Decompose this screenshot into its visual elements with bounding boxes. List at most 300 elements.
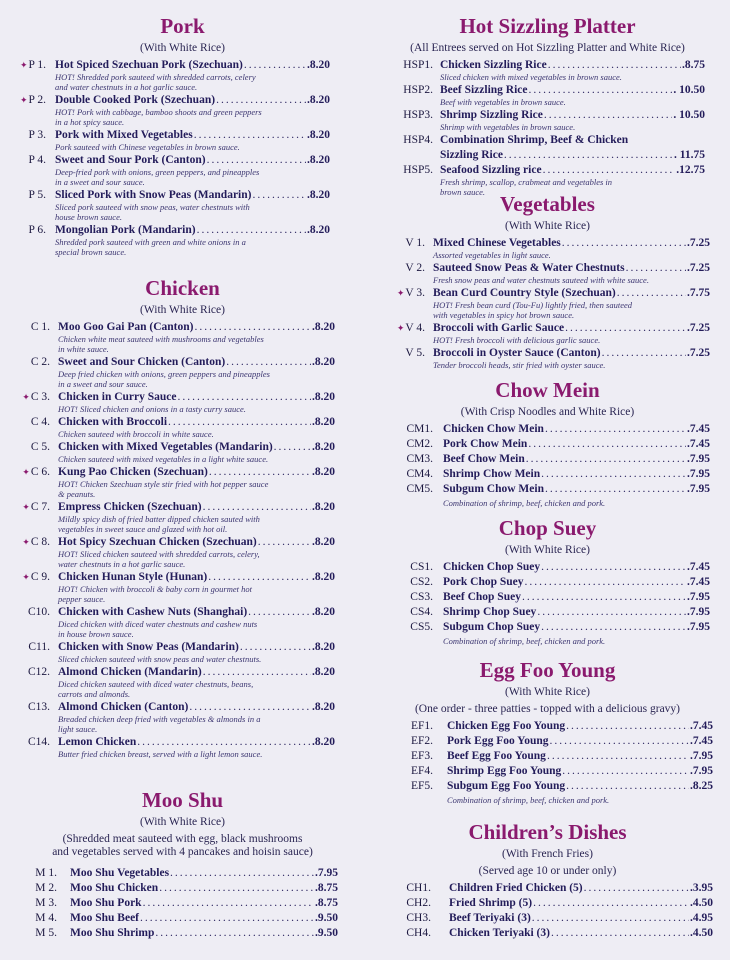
item-code [0, 867, 57, 880]
item-line [447, 780, 713, 793]
dot-leader [140, 912, 314, 925]
item-line [443, 621, 710, 634]
item-line [58, 416, 335, 429]
section-title: Chicken [145, 276, 220, 300]
item-code [0, 606, 50, 619]
section-title: Pork [160, 14, 205, 38]
item-name: Moo Shu Vegetables [70, 867, 170, 879]
item-line [447, 765, 713, 778]
item-code [0, 466, 50, 479]
item-line [58, 571, 335, 584]
menu-item[interactable] [0, 94, 365, 127]
item-code [365, 591, 433, 604]
menu-item[interactable] [0, 606, 365, 639]
item-name: Chicken Sizzling Rice [440, 59, 547, 71]
dot-leader [208, 571, 311, 584]
item-description: Mildly spicy dish of fried batter dipped chicken sauted with [58, 514, 260, 524]
item-code [365, 561, 433, 574]
item-description: Breaded chicken deep fried with vegetables & almonds in a [58, 714, 261, 724]
section-chowmein [365, 378, 730, 508]
item-code-text: V 3. [405, 287, 425, 299]
menu-item[interactable] [365, 59, 730, 82]
item-code [0, 536, 50, 549]
item-price: .9.50 [315, 912, 338, 924]
item-description: in a hot spicy sauce. [55, 117, 125, 127]
menu-item[interactable] [365, 134, 730, 147]
item-name: Broccoli with Garlic Sauce [433, 322, 565, 334]
item-description: special brown sauce. [55, 247, 127, 257]
dot-leader [203, 501, 311, 514]
item-name: Beef Egg Foo Young [447, 750, 546, 762]
dot-leader [203, 666, 311, 679]
item-code-text: C 3. [30, 391, 50, 403]
item-code-text: CM3. [406, 453, 433, 465]
section-title: Moo Shu [141, 788, 224, 812]
item-name: Beef Chow Mein [443, 453, 525, 465]
item-description: Shrimp with vegetables in brown sauce. [440, 122, 576, 132]
item-price: .8.20 [312, 606, 335, 618]
menu-item[interactable] [0, 356, 365, 389]
dot-leader [216, 94, 306, 107]
section-subtitle: (With French Fries) [502, 848, 593, 860]
item-line [440, 109, 705, 122]
item-code [0, 94, 46, 107]
item-code-text: P 1. [28, 59, 46, 71]
item-price: .7.95 [687, 483, 710, 495]
item-name: Mixed Chinese Vegetables [433, 237, 561, 249]
item-code [365, 262, 425, 275]
menu-item[interactable] [0, 912, 365, 925]
menu-item[interactable] [365, 912, 730, 925]
item-name: Sweet and Sour Pork (Canton) [55, 154, 206, 166]
item-price: .8.20 [312, 666, 335, 678]
item-name: Hot Spicy Szechuan Chicken (Szechuan) [58, 536, 257, 548]
item-code [0, 641, 50, 654]
section-title: Vegetables [500, 192, 595, 216]
item-name: Hot Spiced Szechuan Pork (Szechuan) [55, 59, 243, 71]
item-price: .7.45 [687, 561, 710, 573]
item-price: .8.20 [312, 441, 335, 453]
menu-item[interactable] [365, 750, 730, 763]
dot-leader [207, 154, 306, 167]
item-code [365, 423, 433, 436]
item-price: .8.20 [312, 356, 335, 368]
item-code [365, 468, 433, 481]
item-code [0, 701, 50, 714]
item-line [55, 94, 330, 107]
item-code [365, 912, 431, 925]
item-description: with vegetables in spicy hot brown sauce. [433, 310, 575, 320]
item-code [0, 897, 57, 910]
item-code [0, 666, 50, 679]
item-price: .7.95 [690, 765, 713, 777]
item-name: Empress Chicken (Szechuan) [58, 501, 202, 513]
dot-leader [565, 322, 686, 335]
item-price: .7.95 [687, 468, 710, 480]
menu-item[interactable] [365, 606, 730, 619]
item-line [443, 561, 710, 574]
item-name: Subgum Egg Foo Young [447, 780, 566, 792]
dot-leader [541, 561, 686, 574]
item-name: Shrimp Chow Mein [443, 468, 541, 480]
menu-item[interactable] [365, 84, 730, 107]
item-price: .7.95 [687, 621, 710, 633]
section-note: (Served age 10 or under only) [478, 865, 617, 877]
item-line [58, 666, 335, 679]
item-name: Pork Chow Mein [443, 438, 528, 450]
item-price: .8.20 [312, 736, 335, 748]
item-description: Butter fried chicken breast, served with a light lemon sauce. [58, 749, 263, 759]
item-line [58, 321, 335, 334]
item-code [0, 736, 50, 749]
item-code-text: CH1. [406, 882, 431, 894]
item-code [0, 224, 46, 237]
item-description: Beef with vegetables in brown sauce. [440, 97, 566, 107]
item-line [440, 59, 705, 72]
menu-item[interactable] [0, 59, 365, 92]
item-code-text: M 5. [35, 927, 57, 939]
section-note: (One order - three patties - topped with a delicious gravy) [414, 703, 681, 715]
item-name: Pork Egg Foo Young [447, 735, 549, 747]
item-code [365, 780, 433, 793]
item-line [58, 356, 335, 369]
item-code [365, 750, 433, 763]
item-price: .7.25 [687, 237, 710, 249]
hot-pepper-icon: ✦ [22, 392, 30, 402]
item-line [58, 501, 335, 514]
item-code-text: C10. [27, 606, 50, 618]
item-description: vegetables in sweet sauce and glazed with hot oil. [58, 524, 228, 534]
item-line [55, 129, 330, 142]
item-line [58, 641, 335, 654]
item-description: Fresh shrimp, scallop, crabmeat and vegetables in [440, 177, 613, 187]
dot-leader [626, 262, 686, 275]
hot-pepper-icon: ✦ [22, 537, 30, 547]
menu-item[interactable] [0, 154, 365, 187]
item-code-text: C12. [27, 666, 50, 678]
menu-item[interactable] [0, 571, 365, 604]
item-code-text: HSP4. [403, 134, 433, 146]
item-line [70, 927, 338, 940]
item-name: Shrimp Chop Suey [443, 606, 537, 618]
menu-item[interactable] [365, 897, 730, 910]
menu-item[interactable] [0, 189, 365, 222]
item-price: .7.45 [690, 735, 713, 747]
item-description: & peanuts. [58, 489, 96, 499]
item-code-text: CM4. [406, 468, 433, 480]
item-name: Chicken Chow Mein [443, 423, 544, 435]
menu-item[interactable] [0, 927, 365, 940]
item-code-text: C 6. [30, 466, 50, 478]
item-name: Beef Teriyaki (3) [449, 912, 531, 924]
item-line [447, 720, 713, 733]
item-name: Mongolian Pork (Mandarin) [55, 224, 196, 236]
item-code-text: C11. [28, 641, 50, 653]
menu-item[interactable] [365, 237, 730, 260]
item-price: .8.20 [312, 641, 335, 653]
item-code-text: HSP5. [403, 164, 433, 176]
item-description: in white sauce. [58, 344, 109, 354]
menu-item[interactable] [365, 720, 730, 733]
item-code [0, 189, 46, 202]
hot-pepper-icon: ✦ [396, 323, 405, 333]
menu-item[interactable] [0, 867, 365, 880]
item-line [449, 912, 713, 925]
item-line [55, 224, 330, 237]
menu-item[interactable] [0, 666, 365, 699]
item-code [365, 322, 425, 335]
menu-item[interactable] [0, 416, 365, 439]
item-code-text: EF4. [410, 765, 433, 777]
item-description: HOT! Sliced chicken and onions in a tasty curry sauce. [58, 404, 246, 414]
item-code-text: M 2. [35, 882, 57, 894]
menu-item[interactable] [0, 129, 365, 152]
section-chicken [0, 276, 365, 759]
item-code-text: EF5. [410, 780, 433, 792]
item-name: Almond Chicken (Mandarin) [58, 666, 202, 678]
menu-item[interactable] [365, 621, 730, 634]
menu-item[interactable] [365, 591, 730, 604]
item-price: .7.95 [687, 453, 710, 465]
item-line [447, 750, 713, 763]
dot-leader [178, 391, 311, 404]
item-code-text: P 5. [28, 189, 46, 201]
dot-leader [252, 189, 306, 202]
item-code-text: CS3. [410, 591, 433, 603]
item-name: Sliced Pork with Snow Peas (Mandarin) [55, 189, 252, 201]
menu-item[interactable] [0, 466, 365, 499]
item-description: HOT! Chicken Szechuan style stir fried with hot pepper sauce [58, 479, 269, 489]
menu-item[interactable] [365, 927, 730, 940]
menu-item[interactable] [365, 287, 730, 320]
item-description: HOT! Chicken with broccoli & baby corn in gourmet hot [58, 584, 252, 594]
item-description: Shredded pork sauteed with green and white onions in a [55, 237, 246, 247]
item-line [70, 897, 338, 910]
section-subtitle: (With White Rice) [505, 686, 590, 698]
item-line [449, 882, 713, 895]
menu-item[interactable] [0, 536, 365, 569]
item-code-text: C 4. [30, 416, 50, 428]
item-name: Broccoli in Oyster Sauce (Canton) [433, 347, 601, 359]
menu-item[interactable] [365, 576, 730, 589]
item-price: .8.75 [315, 897, 338, 909]
item-code [365, 453, 433, 466]
menu-item[interactable] [365, 561, 730, 574]
dot-leader [209, 466, 311, 479]
item-price: .4.50 [690, 927, 713, 939]
dot-leader [547, 750, 689, 763]
item-name: Chicken with Broccoli [58, 416, 168, 428]
dot-leader [537, 606, 686, 619]
item-code [0, 416, 50, 429]
item-line [58, 441, 335, 454]
item-price: .7.45 [687, 438, 710, 450]
item-line [433, 347, 710, 360]
item-line [433, 262, 710, 275]
item-code-text: CS1. [410, 561, 433, 573]
item-line [443, 453, 710, 466]
section-subtitle: (With White Rice) [140, 304, 225, 316]
item-code [365, 84, 433, 97]
item-price: . 10.50 [673, 84, 705, 96]
item-name: Subgum Chow Mein [443, 483, 544, 495]
menu-item[interactable] [365, 347, 730, 370]
section-subtitle: (With White Rice) [505, 544, 590, 556]
menu-item[interactable] [365, 438, 730, 451]
item-line [443, 438, 710, 451]
menu-item[interactable] [365, 149, 730, 162]
item-description: house brown sauce. [55, 212, 122, 222]
menu-item[interactable] [0, 321, 365, 354]
menu-item[interactable] [365, 882, 730, 895]
menu-item[interactable] [365, 780, 730, 793]
item-code-text: CS5. [410, 621, 433, 633]
item-name: Double Cooked Pork (Szechuan) [55, 94, 216, 106]
item-code-text: C 1. [30, 321, 50, 333]
dot-leader [562, 765, 689, 778]
item-line [70, 912, 338, 925]
section-title: Chow Mein [495, 378, 600, 402]
item-name: Chicken with Mixed Vegetables (Mandarin) [58, 441, 273, 453]
item-code-text: CH3. [406, 912, 431, 924]
item-name: Chicken in Curry Sauce [58, 391, 177, 403]
item-description: Sliced chicken sauteed with snow peas and water chestnuts. [58, 654, 262, 664]
item-code [365, 882, 431, 895]
item-name: Bean Curd Country Style (Szechuan) [433, 287, 616, 299]
item-code [365, 606, 433, 619]
dot-leader [504, 149, 673, 162]
item-name: Pork with Mixed Vegetables [55, 129, 193, 141]
item-description: light sauce. [58, 724, 98, 734]
menu-item[interactable] [0, 736, 365, 759]
item-name: Chicken Hunan Style (Hunan) [58, 571, 208, 583]
dot-leader [244, 59, 306, 72]
section-chopsuey [365, 516, 730, 646]
item-line [58, 536, 335, 549]
item-line [449, 897, 713, 910]
menu-item[interactable] [0, 897, 365, 910]
item-price: .4.50 [690, 897, 713, 909]
menu-item[interactable] [365, 453, 730, 466]
section-subtitle: (With White Rice) [505, 220, 590, 232]
menu-item[interactable] [365, 735, 730, 748]
item-price: .8.20 [307, 59, 330, 71]
menu-item[interactable] [0, 501, 365, 534]
dot-leader [248, 606, 311, 619]
menu-item[interactable] [0, 701, 365, 734]
menu-item[interactable] [0, 882, 365, 895]
item-name: Fried Shrimp (5) [449, 897, 533, 909]
dot-leader [155, 927, 314, 940]
item-code-text: C 7. [30, 501, 50, 513]
item-code [365, 897, 431, 910]
item-name: Chicken with Snow Peas (Mandarin) [58, 641, 239, 653]
item-name: Beef Chop Suey [443, 591, 521, 603]
menu-item[interactable] [365, 109, 730, 132]
dot-leader [226, 356, 311, 369]
item-code [365, 237, 425, 250]
section-title: Egg Foo Young [479, 658, 616, 682]
item-code [365, 287, 425, 300]
hot-pepper-icon: ✦ [396, 288, 405, 298]
menu-item[interactable] [0, 224, 365, 257]
item-code [365, 134, 433, 147]
item-name: Chicken Teriyaki (3) [449, 927, 550, 939]
item-name: Sizzling Rice [440, 149, 503, 161]
item-code-text: CS2. [410, 576, 433, 588]
item-code [365, 927, 431, 940]
section-note: (Shredded meat sauteed with egg, black mushrooms [62, 833, 303, 845]
item-line [55, 154, 330, 167]
dot-leader [240, 641, 311, 654]
item-code-text: P 3. [28, 129, 46, 141]
dot-leader [525, 576, 686, 589]
menu-item[interactable] [0, 391, 365, 414]
item-code [365, 109, 433, 122]
item-line [440, 84, 705, 97]
item-code [0, 571, 50, 584]
hot-pepper-icon: ✦ [19, 95, 28, 105]
item-name: Pork Chop Suey [443, 576, 524, 588]
item-code [0, 882, 57, 895]
item-code-text: C 5. [30, 441, 50, 453]
menu-item[interactable] [365, 765, 730, 778]
item-code-text: C14. [27, 736, 50, 748]
item-description: carrots and almonds. [58, 689, 131, 699]
item-code [365, 735, 433, 748]
menu-item[interactable] [365, 468, 730, 481]
item-price: .12.75 [676, 164, 705, 176]
menu-item[interactable] [365, 483, 730, 496]
menu-item[interactable] [365, 423, 730, 436]
item-price: .8.75 [315, 882, 338, 894]
dot-leader [194, 321, 311, 334]
menu-item[interactable] [0, 641, 365, 664]
menu-item[interactable] [365, 322, 730, 345]
item-code-text: CH2. [406, 897, 431, 909]
item-description: and water chestnuts in a hot garlic sauce. [55, 82, 198, 92]
item-code [365, 765, 433, 778]
item-code [0, 154, 46, 167]
item-code-text: CM5. [406, 483, 433, 495]
dot-leader [562, 237, 686, 250]
section-mooshu [0, 788, 365, 940]
item-price: .7.75 [687, 287, 710, 299]
item-line [433, 287, 710, 300]
dot-leader [548, 59, 681, 72]
item-name: Subgum Chop Suey [443, 621, 541, 633]
item-name: Combination Shrimp, Beef & Chicken [440, 134, 629, 146]
item-price: .8.20 [312, 501, 335, 513]
dot-leader [533, 897, 689, 910]
item-name: Sweet and Sour Chicken (Canton) [58, 356, 226, 368]
menu-item[interactable] [365, 262, 730, 285]
section-eggfooyoung [365, 658, 730, 805]
section-children [365, 820, 730, 940]
item-line [58, 606, 335, 619]
item-code-text: V 5. [405, 347, 425, 359]
dot-leader [170, 867, 314, 880]
item-code [365, 483, 433, 496]
dot-leader [522, 591, 686, 604]
item-price: .7.95 [687, 606, 710, 618]
menu-item[interactable] [0, 441, 365, 464]
hot-pepper-icon: ✦ [22, 572, 30, 582]
dot-leader [617, 287, 686, 300]
item-description: HOT! Fresh bean curd (Tou-Fu) lightly fried, then sauteed [433, 300, 633, 310]
item-description: HOT! Fresh broccoli with delicious garlic sauce. [433, 335, 601, 345]
item-price: .8.20 [307, 129, 330, 141]
